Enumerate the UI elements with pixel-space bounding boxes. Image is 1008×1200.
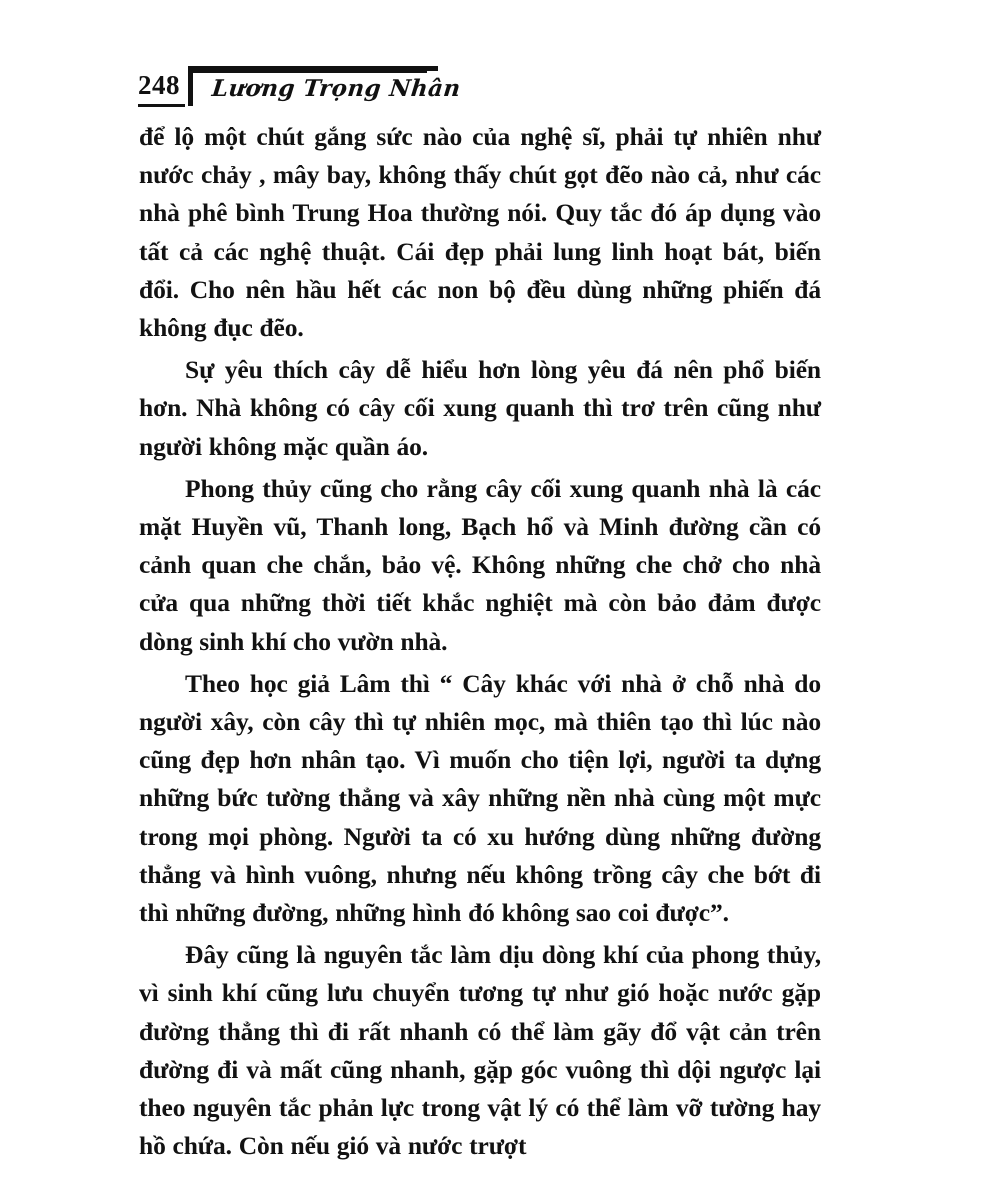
paragraph: để lộ một chút gắng sức nào của nghệ sĩ, phải tự nhiên như nước chảy , mây bay, không thấy chút gọt đẽo nào cả, như các nhà phê bình Trung Hoa thường nói. Quy tắc đó áp dụng vào tất cả các nghệ thuật. Cái đẹp phải lung linh hoạt bát, biến đổi. Cho nên hầu hết các non bộ đều dùng những phiến đá không đục đẽo. bbox=[139, 122, 821, 343]
header-rule-horizontal-secondary bbox=[188, 71, 427, 73]
paragraph: Sự yêu thích cây dễ hiểu hơn lòng yêu đá nên phổ biến hơn. Nhà không có cây cối xung quanh thì trơ trên cũng như người không mặc quần áo. bbox=[139, 355, 821, 461]
page-number: 248 bbox=[138, 70, 180, 100]
author-name: Lương Trọng Nhân bbox=[210, 75, 462, 102]
paragraph: Theo học giả Lâm thì “ Cây khác với nhà ở chỗ nhà do người xây, còn cây thì tự nhiên mọc, mà thiên tạo thì lúc nào cũng đẹp hơn nhân tạo. Vì muốn cho tiện lợi, người ta dựng những bức tường thẳng và xây những nền nhà cùng một mực trong mọi phòng. Người ta có xu hướng dùng những đường thẳng và hình vuông, nhưng nếu không trồng cây che bớt đi thì những đường, những hình đó không sao coi được”. bbox=[139, 668, 821, 928]
body-text-block bbox=[139, 118, 821, 1165]
paragraph: Đây cũng là nguyên tắc làm dịu dòng khí của phong thủy, vì sinh khí cũng lưu chuyển tương tự như gió hoặc nước gặp đường thẳng thì đi rất nhanh có thể làm gãy đổ vật cản trên đường đi và mất cũng nhanh, gặp góc vuông thì dội ngược lại theo nguyên tắc phản lực trong vật lý có thể làm vỡ tường hay hồ chứa. Còn nếu gió và nước trượt bbox=[139, 940, 821, 1161]
running-head bbox=[138, 58, 858, 114]
paragraph: Phong thủy cũng cho rằng cây cối xung quanh nhà là các mặt Huyền vũ, Thanh long, Bạch hổ và Minh đường cần có cảnh quan che chắn, bảo vệ. Không những che chở cho nhà cửa qua những thời tiết khắc nghiệt mà còn bảo đảm được dòng sinh khí cho vườn nhà. bbox=[139, 473, 821, 656]
page-number-underline bbox=[138, 104, 185, 107]
